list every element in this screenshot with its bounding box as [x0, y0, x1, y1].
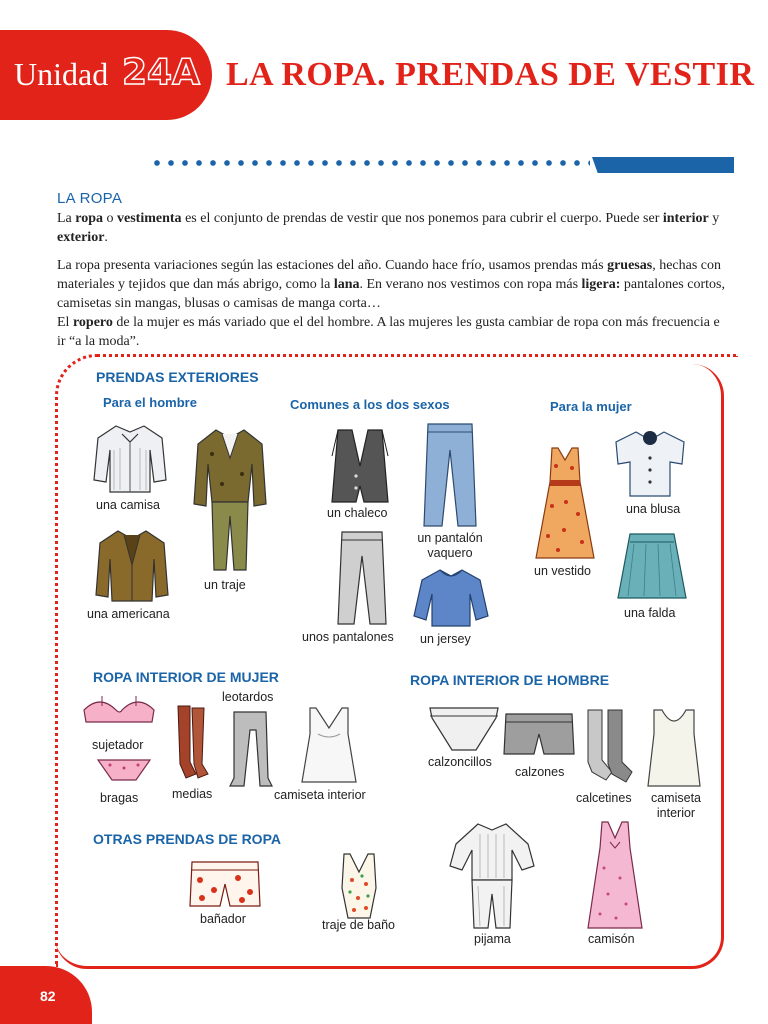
- paragraph-2: [57, 256, 731, 313]
- bold-term: interior: [662, 211, 709, 226]
- page-number: 82: [40, 988, 56, 1004]
- paragraph-3: [57, 313, 731, 351]
- label-calzones: calzones: [515, 765, 565, 779]
- label-sujetador: sujetador: [92, 738, 144, 752]
- label-banador: bañador: [200, 912, 246, 926]
- category-title-otras: OTRAS PRENDAS DE ROPA: [93, 831, 281, 847]
- label-camiseta-interior-mujer: camiseta interior: [274, 788, 366, 802]
- label-pantalones: unos pantalones: [302, 630, 394, 644]
- bold-term: ropero: [72, 315, 113, 330]
- trousers-illustration: [336, 528, 388, 628]
- label-medias: medias: [172, 787, 213, 801]
- boxers-illustration: [502, 710, 576, 758]
- label-blusa: una blusa: [626, 502, 681, 516]
- page-title: LA ROPA. PRENDAS DE VESTIR: [226, 56, 755, 93]
- label-vaquero: un pantalón vaquero: [417, 531, 483, 560]
- text-run: El: [57, 315, 73, 330]
- camisole-illustration: [298, 704, 360, 786]
- label-falda: una falda: [624, 606, 676, 620]
- bold-term: ropa: [75, 211, 104, 226]
- swim-trunks-illustration: [188, 858, 262, 910]
- unit-word: Unidad: [14, 56, 109, 92]
- vest-illustration: [328, 426, 392, 506]
- text-run: La ropa presenta variaciones según las estaciones del año. Cuando hace frío, usamos prendas más: [57, 258, 608, 273]
- bold-term: gruesas: [607, 258, 653, 273]
- text-run: La: [57, 211, 76, 226]
- socks-illustration: [582, 706, 634, 786]
- subtitle-hombre: Para el hombre: [103, 395, 197, 410]
- label-traje-de-bano: traje de baño: [322, 918, 395, 932]
- briefs-illustration: [428, 704, 500, 754]
- bold-term: vestimenta: [117, 211, 182, 226]
- shirt-illustration: [92, 420, 168, 496]
- category-title-exteriores: PRENDAS EXTERIORES: [96, 369, 259, 385]
- swimsuit-illustration: [336, 852, 382, 922]
- subtitle-mujer: Para la mujer: [550, 399, 632, 414]
- label-calzoncillos: calzoncillos: [428, 755, 492, 769]
- text-run: . En verano nos vestimos con ropa más: [359, 277, 582, 292]
- tank-top-illustration: [644, 706, 704, 790]
- label-camison: camisón: [588, 932, 635, 946]
- skirt-illustration: [616, 530, 688, 602]
- text-run: pantalones cortos, camisetas sin mangas, blusas o camisas de manga corta…: [57, 277, 725, 311]
- label-traje: un traje: [204, 578, 246, 592]
- label-camiseta-interior-hombre: camiseta interior: [650, 791, 702, 820]
- suit-illustration: [192, 424, 268, 574]
- label-bragas: bragas: [100, 791, 139, 805]
- bold-term: lana: [333, 277, 360, 292]
- text-run: y: [708, 211, 720, 226]
- category-title-interior-hombre: ROPA INTERIOR DE HOMBRE: [410, 672, 610, 688]
- subtitle-comunes: Comunes a los dos sexos: [290, 397, 450, 412]
- sweater-illustration: [412, 566, 490, 630]
- text-run: es el conjunto de prendas de vestir que nos ponemos para cubrir el cuerpo. Puede ser: [181, 211, 663, 226]
- label-leotardos: leotardos: [222, 690, 274, 704]
- label-americana: una americana: [87, 607, 170, 621]
- label-calcetines: calcetines: [576, 791, 632, 805]
- text-run: de la mujer es más variado que el del hombre. A las mujeres les gusta cambiar de ropa con más frecuencia e ir “a la moda”.: [57, 315, 720, 349]
- label-chaleco: un chaleco: [327, 506, 388, 520]
- stockings-illustration: [174, 702, 210, 782]
- label-jersey: un jersey: [420, 632, 471, 646]
- panties-illustration: [96, 756, 152, 782]
- paragraph-1: [57, 209, 731, 247]
- bra-illustration: [80, 692, 158, 732]
- bold-term: exterior: [57, 230, 105, 245]
- dress-illustration: [534, 446, 596, 562]
- text-run: o: [103, 211, 118, 226]
- divider-bar: [592, 157, 734, 173]
- unit-number: 24A: [122, 52, 200, 93]
- pajamas-illustration: [448, 820, 536, 932]
- nightgown-illustration: [584, 818, 646, 932]
- text-run: , hechas con materiales y tejidos que dan más abrigo, como la: [57, 258, 722, 292]
- label-vestido: un vestido: [534, 564, 591, 578]
- label-camisa: una camisa: [96, 498, 160, 512]
- label-pijama: pijama: [474, 932, 511, 946]
- section-heading: LA ROPA: [57, 190, 123, 207]
- dotted-divider: [150, 158, 590, 168]
- category-title-interior-mujer: ROPA INTERIOR DE MUJER: [93, 669, 279, 685]
- bold-term: ligera:: [581, 277, 621, 292]
- tights-illustration: [226, 708, 274, 790]
- blouse-illustration: [612, 426, 688, 500]
- jacket-illustration: [92, 525, 172, 605]
- text-run: .: [104, 230, 108, 245]
- jeans-illustration: [422, 420, 478, 530]
